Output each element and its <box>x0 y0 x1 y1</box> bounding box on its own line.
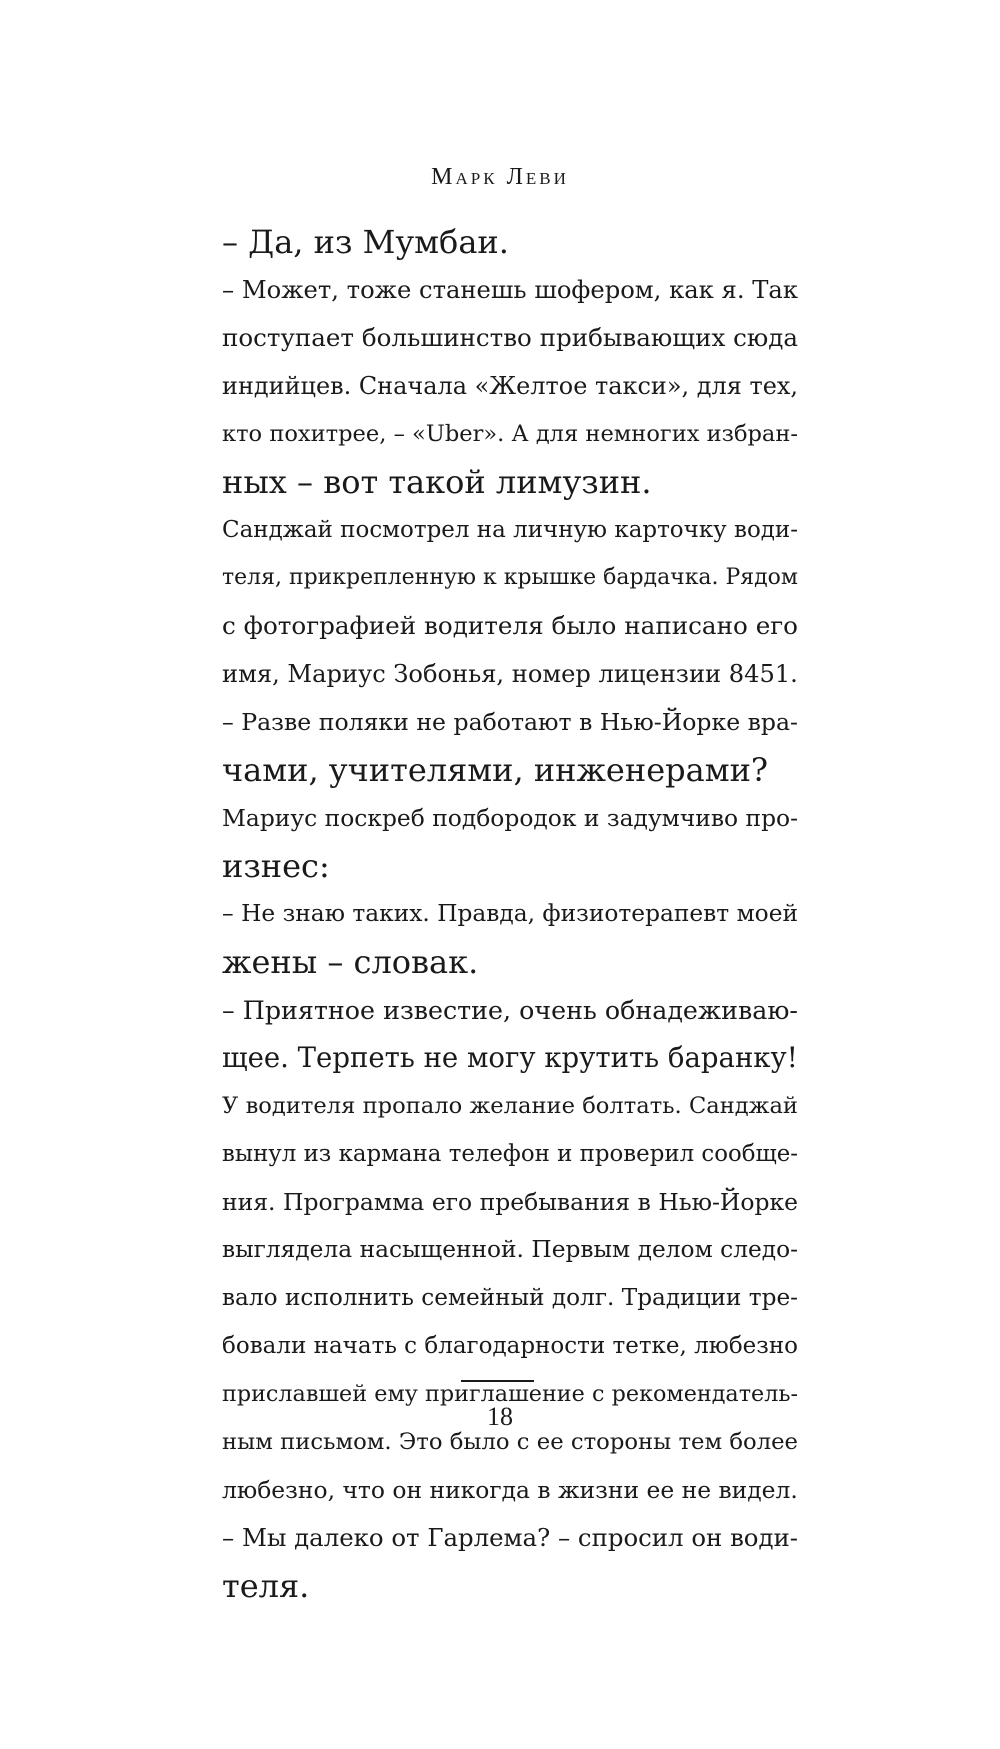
text-line: жены – словак. <box>222 943 479 981</box>
text-line: теля, прикрепленную к крышке бардачка. Рядом <box>222 565 798 590</box>
running-header-author: Марк Леви <box>431 164 569 190</box>
text-line: выглядела насыщенной. Первым делом следо- <box>222 1236 798 1263</box>
text-line: Мариус поскреб подбородок и задумчиво про- <box>222 804 798 832</box>
text-line: бовали начать с благодарности тетке, любезно <box>222 1333 798 1359</box>
text-line: имя, Мариус Зобонья, номер лицензии 8451. <box>222 660 798 688</box>
text-line: ных – вот такой лимузин. <box>222 463 652 501</box>
text-line: чами, учителями, инженерами? <box>222 751 769 789</box>
footer-divider <box>461 1380 534 1382</box>
text-line: – Разве поляки не работают в Нью-Йорке вра- <box>222 708 798 736</box>
text-line: изнес: <box>222 847 330 885</box>
text-line: – Может, тоже станешь шофером, как я. Так <box>222 276 798 304</box>
text-line: Санджай посмотрел на личную карточку води- <box>222 517 798 543</box>
text-line: вынул из кармана телефон и проверил сообще- <box>222 1141 798 1167</box>
text-line: приславшей ему приглашение с рекомендатель- <box>222 1381 798 1407</box>
text-line: щее. Терпеть не могу крутить баранку! <box>222 1042 798 1074</box>
text-line: индийцев. Сначала «Желтое такси», для тех, <box>222 372 798 400</box>
text-line: – Да, из Мумбаи. <box>222 223 509 261</box>
text-line: – Мы далеко от Гарлема? – спросил он води- <box>222 1523 798 1552</box>
page-number: 18 <box>487 1402 513 1431</box>
text-line: У водителя пропало желание болтать. Санджай <box>222 1093 798 1119</box>
text-line: поступает большинство прибывающих сюда <box>222 323 798 352</box>
text-line: с фотографией водителя было написано его <box>222 611 798 640</box>
text-line: – Приятное известие, очень обнадеживаю- <box>222 995 798 1025</box>
text-line: – Не знаю таких. Правда, физиотерапевт моей <box>222 900 798 927</box>
text-line: ным письмом. Это было с ее стороны тем более <box>222 1429 798 1455</box>
text-line: ния. Программа его пребывания в Нью-Йорке <box>222 1188 798 1216</box>
text-line: вало исполнить семейный долг. Традиции тре- <box>222 1284 798 1311</box>
text-line: теля. <box>222 1567 310 1605</box>
text-line: кто похитрее, – «Uber». А для немногих избран- <box>222 421 798 447</box>
text-line: любезно, что он никогда в жизни ее не видел. <box>222 1476 798 1504</box>
